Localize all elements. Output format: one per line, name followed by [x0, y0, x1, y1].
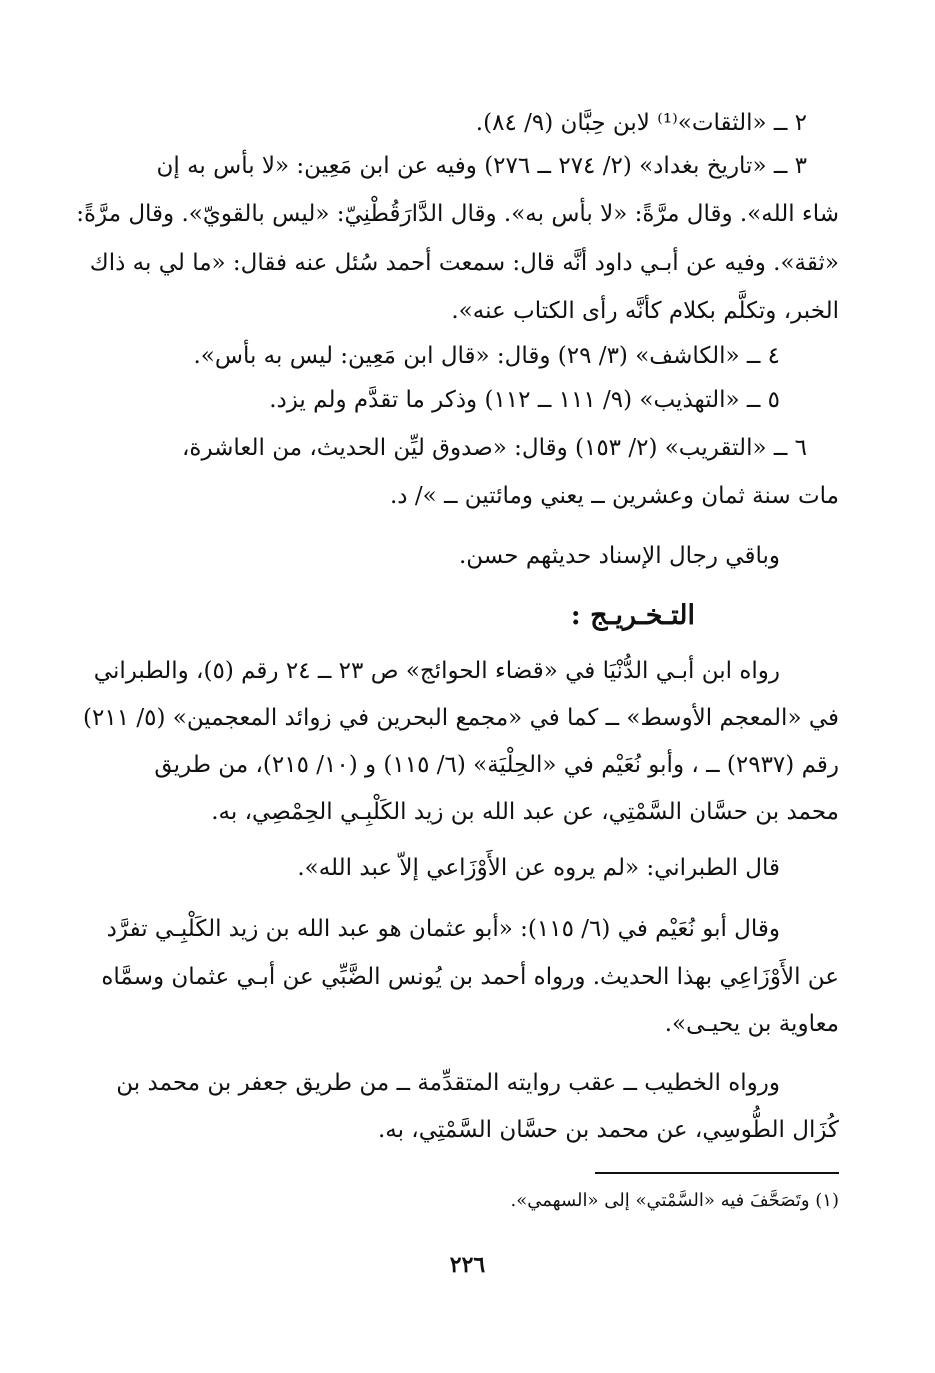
text-line: في «المعجم الأوسط» ــ كما في «مجمع البحرين في زوائد المعجمين» (٥/ ٢١١): [83, 705, 839, 731]
text-line: شاء الله». وقال مرَّةً: «لا بأس به». وقال الدَّارَقُطْنِيّ: «ليس بالقويّ». وقال مرَّةً:: [76, 201, 839, 227]
text-line: رقم (٢٩٣٧) ــ ، وأبو نُعَيْم في «الحِلْيَة» (٦/ ١١٥) و (١٠/ ٢١٥)، من طريق: [154, 752, 839, 778]
text-line: وقال أبو نُعَيْم في (٦/ ١١٥): «أبو عثمان هو عبد الله بن زيد الكَلْبِـي تفرَّد: [106, 916, 780, 942]
text-line: ٥ ــ «التهذيب» (٩/ ١١١ ــ ١١٢) وذكر ما تقدَّم ولم يزد.: [269, 387, 780, 413]
footnote: (١) وتَصَحَّفَ فيه «السَّمْتي» إلى «السهمي».: [510, 1190, 839, 1211]
page-number: ٢٢٦: [449, 1252, 486, 1278]
text-line: «ثقة». وفيه عن أبـي داود أنَّه قال: سمعت أحمد سُئل عنه فقال: «ما لي به ذاك: [89, 250, 839, 276]
footnote-separator: [595, 1172, 839, 1174]
text-line: الخبر، وتكلَّم بكلام كأنَّه رأى الكتاب عنه».: [451, 298, 839, 324]
text-line: ٤ ــ «الكاشف» (٣/ ٢٩) وقال: «قال ابن مَعِين: ليس به بأس».: [193, 343, 780, 369]
text-line: محمد بن حسَّان السَّمْتِي، عن عبد الله بن زيد الكَلْبِـي الحِمْصِي، به.: [211, 799, 839, 825]
text-line: ٦ ــ «التقريب» (٢/ ١٥٣) وقال: «صدوق ليِّن الحديث، من العاشرة،: [181, 435, 807, 461]
text-line: وباقي رجال الإسناد حديثهم حسن.: [458, 543, 780, 569]
text-line: معاوية بن يحيـى».: [664, 1011, 839, 1037]
text-line: رواه ابن أبـي الدُّنْيَا في «قضاء الحوائج» ص ٢٣ ــ ٢٤ رقم (٥)، والطبراني: [93, 658, 780, 684]
text-line: ٣ ــ «تاريخ بغداد» (٢/ ٢٧٤ ــ ٢٧٦) وفيه عن ابن مَعِين: «لا بأس به إن: [156, 153, 807, 179]
text-line: كُزَال الطُّوسِي، عن محمد بن حسَّان السَّمْتِي، به.: [377, 1117, 839, 1143]
text-line: ورواه الخطيب ــ عقب روايته المتقدِّمة ــ من طريق جعفر بن محمد بن: [116, 1070, 780, 1096]
section-heading: التـخـريـج :: [570, 600, 695, 631]
text-line: عن الأَوْزَاعِي بهذا الحديث. ورواه أحمد بن يُونس الضَّبِّي عن أبـي عثمان وسمَّاه: [101, 964, 839, 990]
text-line: قال الطبراني: «لم يروه عن الأَوْزَاعي إلاّ عبد الله».: [297, 855, 780, 881]
text-line: ٢ ــ «الثقات»⁽¹⁾ لابن حِبَّان (٩/ ٨٤).: [475, 110, 807, 136]
text-line: مات سنة ثمان وعشرين ــ يعني ومائتين ــ »/ د.: [389, 483, 839, 509]
